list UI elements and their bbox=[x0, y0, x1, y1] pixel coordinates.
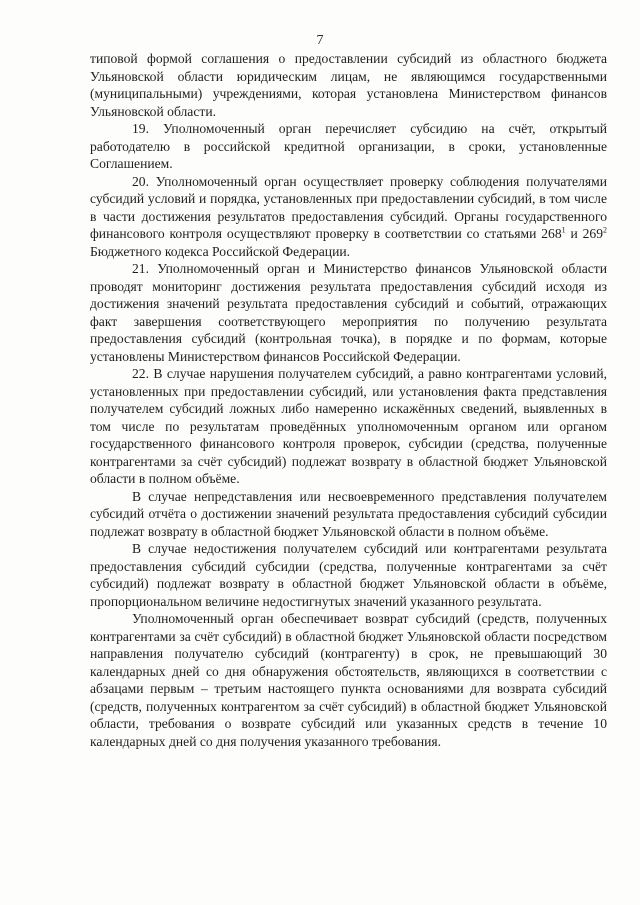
article-268-superscript: 1 bbox=[561, 225, 566, 235]
paragraph-22: 22. В случае нарушения получателем субсидий, а равно контрагентами условий, установленных при предоставлении субсидий, или установления факта представления получателем субсидий ложных либо намеренно искажённых сведений, выявленных в том числе по результатам проведённых уполномоченным органом или органом государственного финансового контроля проверок, субсидии (средства, полученные контрагентами за счёт субсидий) подлежат возврату в областной бюджет Ульяновской области в полном объёме. bbox=[90, 366, 607, 486]
article-269-superscript: 2 bbox=[603, 225, 607, 235]
document-body bbox=[90, 50, 607, 750]
paragraph-22-fourth: Уполномоченный орган обеспечивает возврат субсидий (средств, полученных контрагентами за счёт субсидий) в областной бюджет Ульяновской области посредством направления получателю субсидий (контрагенту) в срок, не превышающий 30 календарных дней со дня обнаружения обстоятельств, являющихся в соответствии с абзацами первым – третьим настоящего пункта основаниями для возврата субсидий (средств, полученных контрагентом за счёт субсидий) в областной бюджет Ульяновской области, требования о возврате субсидий или указанных средств в течение 10 календарных дней со дня получения указанного требования. bbox=[90, 611, 607, 749]
paragraph-20 bbox=[90, 173, 607, 261]
paragraph-continuation: типовой формой соглашения о предоставлении субсидий из областного бюджета Ульяновской области юридическим лицам, не являющимся государственными (муниципальными) учреждениями, которая установлена Министерством финансов Ульяновской области. bbox=[90, 51, 607, 119]
paragraph-20-text-mid: и 269 bbox=[565, 226, 603, 241]
paragraph-21: 21. Уполномоченный орган и Министерство финансов Ульяновской области проводят мониторинг достижения результата предоставления субсидий исходя из достижения значений результата предоставления субсидий и событий, отражающих факт завершения соответствующего мероприятия по получению результата предоставления субсидий (контрольная точка), в порядке и по формам, которые установлены Министерством финансов Российской Федерации. bbox=[90, 261, 607, 364]
paragraph-22-third: В случае недостижения получателем субсидий или контрагентами результата предоставления субсидий субсидии (средства, полученные контрагентами за счёт субсидий) подлежат возврату в областной бюджет Ульяновской области в объёме, пропорциональном величине недостигнутых значений указанного результата. bbox=[90, 541, 607, 609]
paragraph-20-text-before: 20. Уполномоченный орган осуществляет проверку соблюдения получателями субсидий условий и порядка, установленных при предоставлении субсидий, в том числе в части достижения результатов предоставления субсидий. Органы государственного финансового контроля осуществляют проверку в соответствии со статьями 268 bbox=[90, 173, 607, 241]
page-number: 7 bbox=[316, 33, 324, 48]
paragraph-20-text-after: Бюджетного кодекса Российской Федерации. bbox=[90, 243, 351, 259]
paragraph-19: 19. Уполномоченный орган перечисляет субсидию на счёт, открытый работодателю в российской кредитной организации, в сроки, установленные Соглашением. bbox=[90, 121, 607, 171]
paragraph-22-second: В случае непредставления или несвоевременного представления получателем субсидий отчёта о достижении значений результата предоставления субсидий субсидии подлежат возврату в областной бюджет Ульяновской области в полном объёме. bbox=[90, 488, 607, 539]
